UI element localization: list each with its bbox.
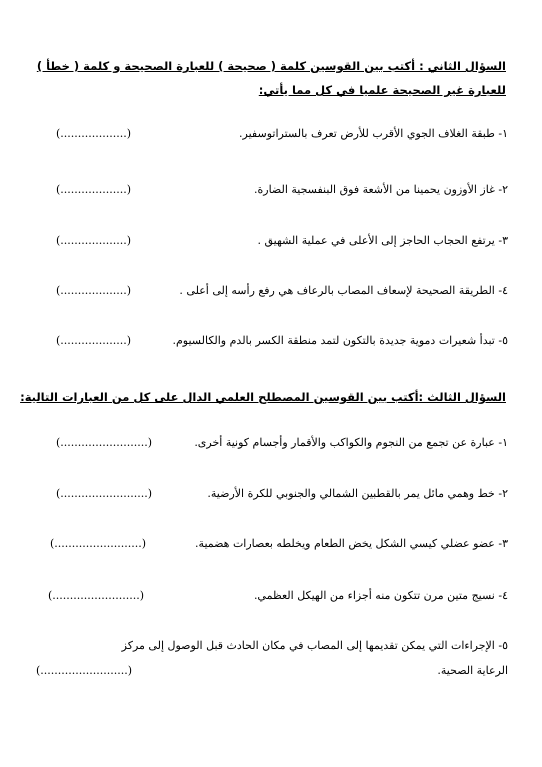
section3-item-3-blank[interactable]: (.........................): [50, 537, 146, 550]
section2-title-line1: السؤال الثاني : أكتب بين القوسين كلمة ( صحيحة ) للعبارة الصحيحة و كلمة ( خطأ ): [36, 59, 506, 73]
section3-item-5-blank[interactable]: (.........................): [36, 664, 132, 677]
section3-item-1-text: ١- عبارة عن تجمع من النجوم والكواكب والأقمار وأجسام كونية أخرى.: [194, 436, 508, 449]
section2-item-2-text: ٢- غاز الأوزون يحمينا من الأشعة فوق البنفسجية الضارة.: [254, 183, 508, 196]
section3-item-4-blank[interactable]: (.........................): [48, 589, 144, 602]
section3-title: السؤال الثالث :أكتب بين القوسين المصطلح العلمي الدال على كل من العبارات التالية:: [20, 390, 506, 404]
section3-item-5-text-line2: الرعاية الصحية.: [437, 664, 508, 677]
section2-title-line2: للعبارة غير الصحيحة علميا في كل مما يأتي:: [258, 83, 506, 97]
section3-item-2-blank[interactable]: (.........................): [56, 487, 152, 500]
section2-item-5-text: ٥- تبدأ شعيرات دموية جديدة بالتكون لتمد منطقة الكسر بالدم والكالسيوم.: [172, 334, 508, 347]
section3-item-2-text: ٢- خط وهمي مائل يمر بالقطبين الشمالي والجنوبي للكرة الأرضية.: [207, 487, 508, 500]
section2-item-1-text: ١- طبقة الغلاف الجوي الأقرب للأرض تعرف بالستراتوسفير.: [239, 127, 508, 140]
section3-item-4-text: ٤- نسيج متين مرن تتكون منه أجزاء من الهيكل العظمي.: [253, 589, 508, 602]
section2-item-5-blank[interactable]: (...................): [56, 334, 132, 347]
section3-item-5-text-line1: ٥- الإجراءات التي يمكن تقديمها إلى المصاب في مكان الحادث قبل الوصول إلى مركز: [121, 639, 508, 652]
section2-item-2-blank[interactable]: (...................): [56, 183, 132, 196]
section2-item-4-blank[interactable]: (...................): [56, 284, 132, 297]
section3-item-1-blank[interactable]: (.........................): [56, 436, 152, 449]
section3-item-3-text: ٣- عضو عضلي كيسي الشكل يخض الطعام ويخلطه بعصارات هضمية.: [195, 537, 508, 550]
section2-item-4-text: ٤- الطريقة الصحيحة لإسعاف المصاب بالرعاف هي رفع رأسه إلى أعلى .: [179, 284, 508, 297]
section2-item-3-text: ٣- يرتفع الحجاب الحاجز إلى الأعلى في عملية الشهيق .: [257, 234, 508, 247]
section2-item-1-blank[interactable]: (...................): [56, 127, 132, 140]
section2-item-3-blank[interactable]: (...................): [56, 234, 132, 247]
